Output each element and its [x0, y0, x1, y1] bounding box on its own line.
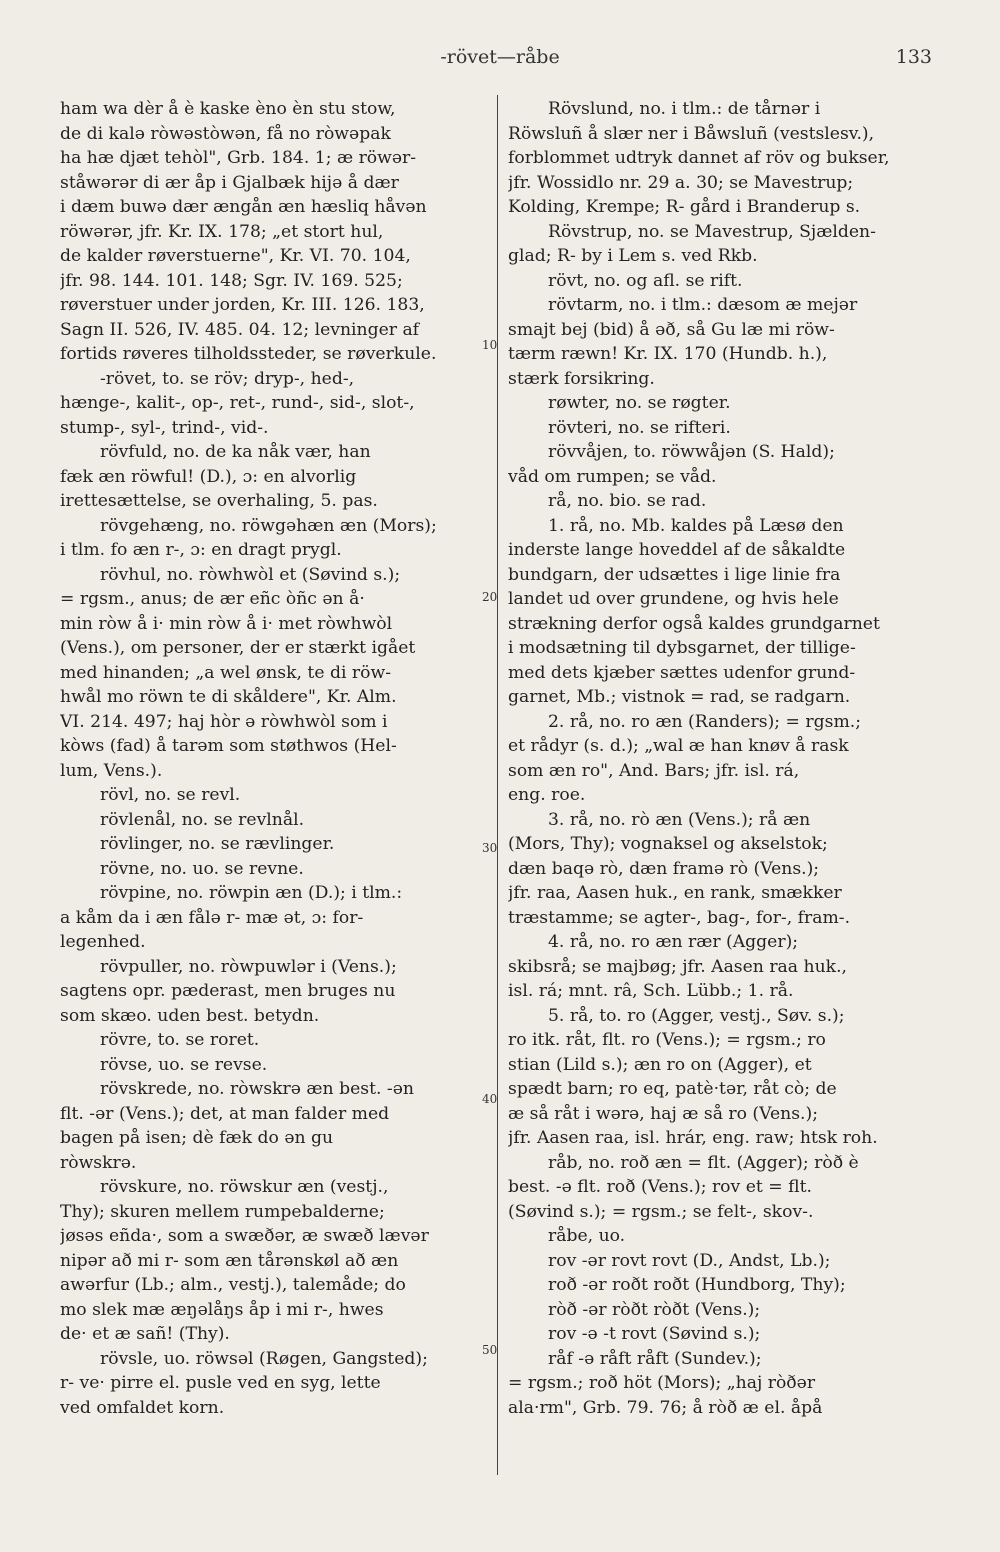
page-number: 133 — [895, 46, 932, 68]
text-line: de di kalə ròwəstòwən, få no ròwəpak — [60, 123, 391, 144]
text-line: stump-, syl-, trind-, vid-. — [60, 417, 269, 438]
text-line: ha hæ djæt tehòl", Grb. 184. 1; æ röwər- — [60, 148, 417, 168]
text-line: rövsle, uo. röwsəl (Røgen, Gangsted); — [100, 1348, 428, 1369]
text-line: de· et æ sañ! (Thy). — [60, 1324, 230, 1344]
text-line: i dæm buwə dær ængån æn hæsliq håvən — [60, 197, 427, 217]
line-number: 40 — [482, 1092, 498, 1106]
text-line: Rövslund, no. i tlm.: de tårnər i — [548, 99, 821, 119]
text-line: = rgsm., anus; de ær eñc òñc ən å· — [60, 589, 365, 609]
text-line: eng. roe. — [508, 785, 586, 805]
text-line: dæn baqə rò, dæn framə rò (Vens.); — [508, 858, 820, 879]
text-line: æ så råt i wərə, haj æ så ro (Vens.); — [508, 1103, 818, 1124]
line-number: 20 — [482, 590, 498, 604]
text-line: sagtens opr. pæderast, men bruges nu — [60, 981, 396, 1001]
text-line: mo slek mæ æŋəlåŋs åp i mi r-, hwes — [60, 1299, 384, 1320]
text-line: rövvåjen, to. röwwåjən (S. Hald); — [548, 442, 835, 462]
text-line: røverstuer under jorden, Kr. III. 126. 183, — [60, 295, 425, 315]
line-number: 10 — [482, 338, 498, 352]
text-line: rövgehæng, no. röwgəhæn æn (Mors); — [100, 515, 437, 536]
text-line: rövlenål, no. se revlnål. — [100, 809, 305, 830]
text-line: ståwərər di ær åp i Gjalbæk hijə å dær — [60, 172, 399, 193]
right-column — [508, 97, 943, 1420]
text-line: ved omfaldet korn. — [60, 1397, 225, 1418]
text-line: rövpuller, no. ròwpuwlər i (Vens.); — [100, 956, 397, 977]
text-line: (Mors, Thy); vognaksel og akselstok; — [508, 834, 828, 854]
text-line: rövteri, no. se rifteri. — [548, 417, 731, 438]
text-line: 5. rå, to. ro (Agger, vestj., Søv. s.); — [548, 1005, 845, 1026]
text-line: irettesættelse, se overhaling, 5. pas. — [60, 491, 378, 511]
text-line: strækning derfor også kaldes grundgarnet — [508, 613, 880, 634]
text-line: stærk forsikring. — [508, 368, 655, 389]
text-line: 2. rå, no. ro æn (Randers); = rgsm.; — [548, 711, 861, 732]
text-line: smajt bej (bid) å əð, så Gu læ mi röw- — [508, 319, 835, 340]
text-line: Sagn II. 526, IV. 485. 04. 12; levninger af — [60, 319, 420, 340]
text-line: ròwskrə. — [60, 1152, 137, 1173]
text-line: glad; R- by i Lem s. ved Rkb. — [508, 246, 758, 266]
text-line: 3. rå, no. rò æn (Vens.); rå æn — [548, 809, 811, 830]
text-line: rövse, uo. se revse. — [100, 1054, 268, 1075]
text-line: a kåm da i æn fålə r- mæ ət, ɔ: for- — [60, 907, 364, 928]
page-header — [60, 46, 940, 76]
text-line: som skæo. uden best. betydn. — [60, 1005, 320, 1026]
text-line: rå, no. bio. se rad. — [548, 491, 707, 511]
text-line: de kalder røverstuerne", Kr. VI. 70. 104, — [60, 246, 411, 266]
text-line: lum, Vens.). — [60, 760, 163, 781]
text-line: rövl, no. se revl. — [100, 785, 241, 805]
text-line: fortids røveres tilholdssteder, se røverkule. — [60, 344, 437, 364]
text-line: landet ud over grundene, og hvis hele — [508, 589, 839, 609]
text-line: med hinanden; „a wel ønsk, te di röw- — [60, 662, 392, 683]
text-line: rövfuld, no. de ka nåk vær, han — [100, 442, 371, 462]
text-line: tærm ræwn! Kr. IX. 170 (Hundb. h.), — [508, 344, 828, 364]
text-line: rövne, no. uo. se revne. — [100, 858, 304, 879]
text-line: -rövet, to. se röv; dryp-, hed-, — [100, 368, 355, 389]
text-line: i modsætning til dybsgarnet, der tillige- — [508, 638, 856, 658]
text-line: best. -ə flt. roð (Vens.); rov et = flt. — [508, 1177, 812, 1197]
text-line: rövtarm, no. i tlm.: dæsom æ mejər — [548, 295, 858, 315]
text-line: ham wa dèr å è kaske èno èn stu stow, — [60, 99, 396, 119]
text-line: ala·rm", Grb. 79. 76; å ròð æ el. åpå — [508, 1397, 823, 1418]
text-line: 1. rå, no. Mb. kaldes på Læsø den — [548, 515, 844, 536]
text-line: bagen på isen; dè fæk do ən gu — [60, 1128, 334, 1148]
text-line: (Vens.), om personer, der er stærkt igået — [60, 638, 416, 658]
text-line: r- ve· pirre el. pusle ved en syg, lette — [60, 1373, 381, 1393]
text-line: rövpine, no. röwpin æn (D.); i tlm.: — [100, 883, 403, 903]
text-line: min ròw å i· min ròw å i· met ròwhwòl — [60, 613, 393, 634]
text-line: roð -ər roðt roðt (Hundborg, Thy); — [548, 1275, 846, 1295]
text-line: stian (Lild s.); æn ro on (Agger), et — [508, 1054, 812, 1075]
text-line: VI. 214. 497; haj hòr ə ròwhwòl som i — [60, 711, 388, 732]
text-line: våd om rumpen; se våd. — [508, 466, 717, 487]
text-line: spædt barn; ro eq, patè·tər, råt cò; de — [508, 1079, 837, 1099]
text-line: (Søvind s.); = rgsm.; se felt-, skov-. — [508, 1201, 814, 1222]
text-line: jfr. Wossidlo nr. 29 a. 30; se Mavestrup; — [508, 172, 854, 193]
text-line: som æn ro", And. Bars; jfr. isl. rá, — [508, 760, 800, 781]
text-line: kòws (fad) å tarəm som støthwos (Hel- — [60, 736, 397, 756]
text-line: 4. rå, no. ro æn rær (Agger); — [548, 932, 799, 952]
text-line: fæk æn röwful! (D.), ɔ: en alvorlig — [60, 466, 357, 487]
text-line: nipər að mi r- som æn tårənskøl að æn — [60, 1250, 399, 1271]
text-line: rövhul, no. ròwhwòl et (Søvind s.); — [100, 564, 401, 585]
text-line: rövt, no. og afl. se rift. — [548, 270, 743, 291]
text-line: rövlinger, no. se rævlinger. — [100, 834, 335, 854]
text-line: jfr. raa, Aasen huk., en rank, smækker — [508, 883, 842, 903]
text-line: jfr. 98. 144. 101. 148; Sgr. IV. 169. 525; — [60, 270, 403, 291]
text-line: råbe, uo. — [548, 1226, 626, 1246]
text-line: råb, no. roð æn = flt. (Agger); ròð è — [548, 1152, 859, 1173]
text-line: skibsrå; se majbøg; jfr. Aasen raa huk., — [508, 956, 847, 977]
text-line: ròð -ər ròðt ròðt (Vens.); — [548, 1299, 761, 1320]
text-line: rov -ər rovt rovt (D., Andst, Lb.); — [548, 1250, 831, 1271]
column-divider — [497, 95, 498, 1475]
line-number: 30 — [482, 841, 498, 855]
text-line: hænge-, kalit-, op-, ret-, rund-, sid-, slot-, — [60, 393, 415, 413]
text-line: med dets kjæber sættes udenfor grund- — [508, 662, 856, 683]
text-line: Thy); skuren mellem rumpebalderne; — [60, 1201, 385, 1222]
text-line: forblommet udtryk dannet af röv og bukser, — [508, 148, 890, 168]
text-line: råf -ə råft råft (Sundev.); — [548, 1348, 762, 1369]
text-line: et rådyr (s. d.); „wal æ han knøv å rask — [508, 736, 849, 756]
text-line: legenhed. — [60, 932, 146, 952]
line-number: 50 — [482, 1343, 498, 1357]
text-line: isl. rá; mnt. râ, Sch. Lübb.; 1. rå. — [508, 981, 794, 1001]
text-line: flt. -ər (Vens.); det, at man falder med — [60, 1103, 390, 1124]
text-line: ro itk. råt, flt. ro (Vens.); = rgsm.; ro — [508, 1030, 826, 1050]
text-line: rövre, to. se roret. — [100, 1030, 260, 1050]
text-line: rövskure, no. röwskur æn (vestj., — [100, 1177, 389, 1197]
text-line: röwərər, jfr. Kr. IX. 178; „et stort hul, — [60, 221, 384, 242]
text-line: garnet, Mb.; vistnok = rad, se radgarn. — [508, 687, 851, 707]
text-line: røwter, no. se røgter. — [548, 393, 731, 413]
text-line: jøsəs eñda·, som a swæðər, æ swæð lævər — [60, 1226, 429, 1246]
text-line: inderste lange hoveddel af de såkaldte — [508, 540, 846, 560]
text-line: Rövstrup, no. se Mavestrup, Sjælden- — [548, 221, 876, 242]
running-title: -rövet—råbe — [440, 46, 560, 68]
text-line: Kolding, Krempe; R- gård i Branderup s. — [508, 197, 861, 217]
text-line: rövskrede, no. ròwskrə æn best. -ən — [100, 1079, 414, 1099]
text-line: jfr. Aasen raa, isl. hrár, eng. raw; htsk roh. — [508, 1128, 878, 1148]
text-line: træstamme; se agter-, bag-, for-, fram-. — [508, 907, 851, 928]
left-column — [60, 97, 498, 1420]
text-line: i tlm. fo æn r-, ɔ: en dragt prygl. — [60, 540, 342, 560]
text-line: Röwsluñ å slær ner i Båwsluñ (vestslesv.), — [508, 123, 875, 144]
text-line: = rgsm.; roð höt (Mors); „haj ròðər — [508, 1373, 816, 1393]
text-line: awərfur (Lb.; alm., vestj.), talemåde; do — [60, 1275, 406, 1295]
text-line: hwål mo röwn te di skåldere", Kr. Alm. — [60, 687, 397, 707]
text-line: rov -ə -t rovt (Søvind s.); — [548, 1324, 761, 1344]
text-line: bundgarn, der udsættes i lige linie fra — [508, 564, 841, 585]
